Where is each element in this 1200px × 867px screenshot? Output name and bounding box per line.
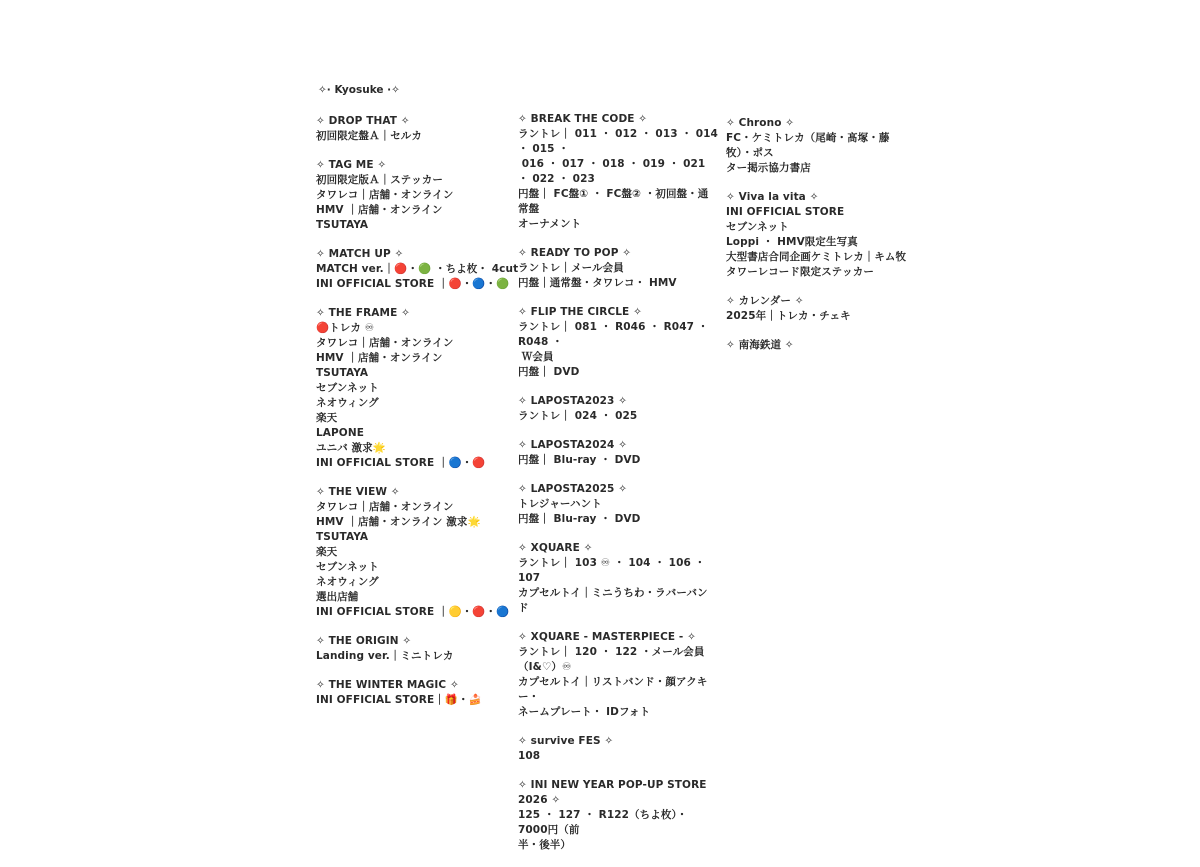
section-heading: ✧ Chrono ✧ (726, 117, 795, 129)
list-item: 016 ・ 017 ・ 018 ・ 019 ・ 021 ・ 022 ・ 023 (518, 158, 710, 185)
list-section (518, 778, 718, 853)
list-section (316, 306, 516, 471)
list-item: 🔴トレカ ♾ (316, 322, 375, 334)
section-heading: ✧ XQUARE - MASTERPIECE - ✧ (518, 631, 697, 643)
section-heading: ✧ survive FES ✧ (518, 735, 614, 747)
list-item: MATCH ver.｜🔴・🟢 ・ちよ枚・ 4cut (316, 263, 519, 275)
list-item: 円盤｜ Blu-ray ・ DVD (518, 513, 641, 525)
list-item: TSUTAYA (316, 531, 369, 543)
list-item: カプセルトイ｜ミニうちわ・ラバーバンド (518, 587, 708, 614)
list-item: タワーレコード限定ステッカー (726, 266, 874, 278)
list-item: HMV ｜店舗・オンライン (316, 352, 443, 364)
section-heading: ✧ LAPOSTA2025 ✧ (518, 483, 628, 495)
list-item: 大型書店合同企画ケミトレカ｜キム牧 (726, 251, 907, 263)
list-section (518, 630, 718, 720)
list-item: 楽天 (316, 546, 338, 558)
list-item: Landing ver.｜ミニトレカ (316, 650, 454, 662)
list-section (316, 678, 516, 708)
list-item: TSUTAYA (316, 219, 369, 231)
section-heading: ✧ THE FRAME ✧ (316, 307, 410, 319)
section-heading: ✧ カレンダー ✧ (726, 295, 804, 307)
section-heading: ✧ LAPOSTA2024 ✧ (518, 439, 628, 451)
list-item: タワレコ｜店舗・オンライン (316, 501, 454, 513)
list-item: カプセルトイ｜リストバンド・顔アクキー・ (518, 676, 708, 703)
list-section (316, 114, 516, 144)
list-item: 125 ・ 127 ・ R122（ちよ枚）・ 7000円（前 (518, 809, 692, 836)
section-heading: ✧ DROP THAT ✧ (316, 115, 410, 127)
section-heading: ✧ LAPOSTA2023 ✧ (518, 395, 628, 407)
list-item: ユニバ 激求🌟 (316, 442, 386, 454)
list-section (316, 634, 516, 664)
list-item: ラントレ｜メール会員 (518, 262, 624, 274)
section-heading: ✧ THE VIEW ✧ (316, 486, 400, 498)
section-heading: ✧ THE ORIGIN ✧ (316, 635, 412, 647)
section-heading: ✧ FLIP THE CIRCLE ✧ (518, 306, 642, 318)
list-section (518, 541, 718, 616)
list-item: 楽天 (316, 412, 338, 424)
section-heading: ✧ MATCH UP ✧ (316, 248, 404, 260)
list-item: セブンネット (726, 221, 789, 233)
list-section (518, 734, 718, 764)
list-item: 108 (518, 750, 541, 762)
list-item: セブンネット (316, 561, 379, 573)
list-section (518, 438, 718, 468)
list-section (726, 190, 916, 280)
list-item: 円盤｜ DVD (518, 366, 580, 378)
list-section (518, 394, 718, 424)
list-section (316, 485, 516, 620)
list-item: ネオウィング (316, 576, 379, 588)
list-section (518, 482, 718, 527)
list-item: HMV ｜店舗・オンライン 激求🌟 (316, 516, 481, 528)
list-item: ラントレ｜ 103 ♾ ・ 104 ・ 106 ・ 107 (518, 557, 710, 584)
list-item: ラントレ｜ 024 ・ 025 (518, 410, 638, 422)
list-item: INI OFFICIAL STORE ｜🟡・🔴・🔵 (316, 606, 510, 618)
column-left (316, 114, 519, 722)
list-item: ター掲示協力書店 (726, 162, 811, 174)
list-item: TSUTAYA (316, 367, 369, 379)
section-heading: ✧ XQUARE ✧ (518, 542, 593, 554)
section-heading: ✧ INI NEW YEAR POP-UP STORE 2026 ✧ (518, 779, 711, 806)
list-item: Ｗ会員 (518, 351, 554, 363)
list-item: 半・後半） (518, 839, 571, 851)
list-item: 2025年｜トレカ・チェキ (726, 310, 851, 322)
list-item: ネオウィング (316, 397, 379, 409)
list-item: 初回限定版Ａ｜ステッカー (316, 174, 443, 186)
list-item: INI OFFICIAL STORE ｜🔵・🔴 (316, 457, 486, 469)
list-item: ラントレ｜ 011 ・ 012 ・ 013 ・ 014 ・ 015 ・ (518, 128, 722, 155)
column-middle (518, 112, 722, 867)
list-item: INI OFFICIAL STORE (726, 206, 845, 218)
list-item: LAPONE (316, 427, 364, 439)
list-section (316, 247, 519, 292)
list-section (518, 305, 718, 380)
list-item: INI OFFICIAL STORE ｜🔴・🔵・🟢 (316, 278, 510, 290)
list-item: 円盤｜ Blu-ray ・ DVD (518, 454, 641, 466)
list-item: INI OFFICIAL STORE｜🎁・🍰 (316, 694, 482, 706)
list-section (726, 294, 916, 324)
section-heading: ✧ BREAK THE CODE ✧ (518, 113, 648, 125)
list-section (518, 246, 718, 291)
list-item: 円盤｜通常盤・タワレコ・ HMV (518, 277, 677, 289)
list-item: 初回限定盤Ａ｜セルカ (316, 130, 422, 142)
list-item: タワレコ｜店舗・オンライン (316, 189, 454, 201)
list-item: Loppi ・ HMV限定生写真 (726, 236, 858, 248)
list-item: FC・ケミトレカ（尾崎・髙塚・藤牧）・ポス (726, 132, 890, 159)
list-item: ラントレ｜ 120 ・ 122 ・メール会員（I&♡）♾ (518, 646, 705, 673)
list-section (726, 116, 916, 176)
list-item: ラントレ｜ 081 ・ R046 ・ R047 ・ R048 ・ (518, 321, 713, 348)
column-right (726, 116, 916, 367)
list-item: オーナメント (518, 218, 582, 230)
list-section (316, 158, 516, 233)
section-heading: ✧ READY TO POP ✧ (518, 247, 632, 259)
list-item: 選出店舗 (316, 591, 359, 603)
list-item: セブンネット (316, 382, 379, 394)
list-item: ネームプレート・ IDフォト (518, 706, 651, 718)
list-section (726, 338, 916, 353)
section-heading: ✧ 南海鉄道 ✧ (726, 339, 794, 351)
list-item: HMV ｜店舗・オンライン (316, 204, 443, 216)
list-item: トレジャーハント (518, 498, 602, 510)
page-title: ✧· Kyosuke ·✧ (318, 84, 400, 96)
list-item: 円盤｜ FC盤① ・ FC盤② ・初回盤・通常盤 (518, 188, 709, 215)
section-heading: ✧ TAG ME ✧ (316, 159, 387, 171)
section-heading: ✧ Viva la vita ✧ (726, 191, 819, 203)
list-section (518, 112, 722, 232)
list-item: タワレコ｜店舗・オンライン (316, 337, 454, 349)
section-heading: ✧ THE WINTER MAGIC ✧ (316, 679, 459, 691)
